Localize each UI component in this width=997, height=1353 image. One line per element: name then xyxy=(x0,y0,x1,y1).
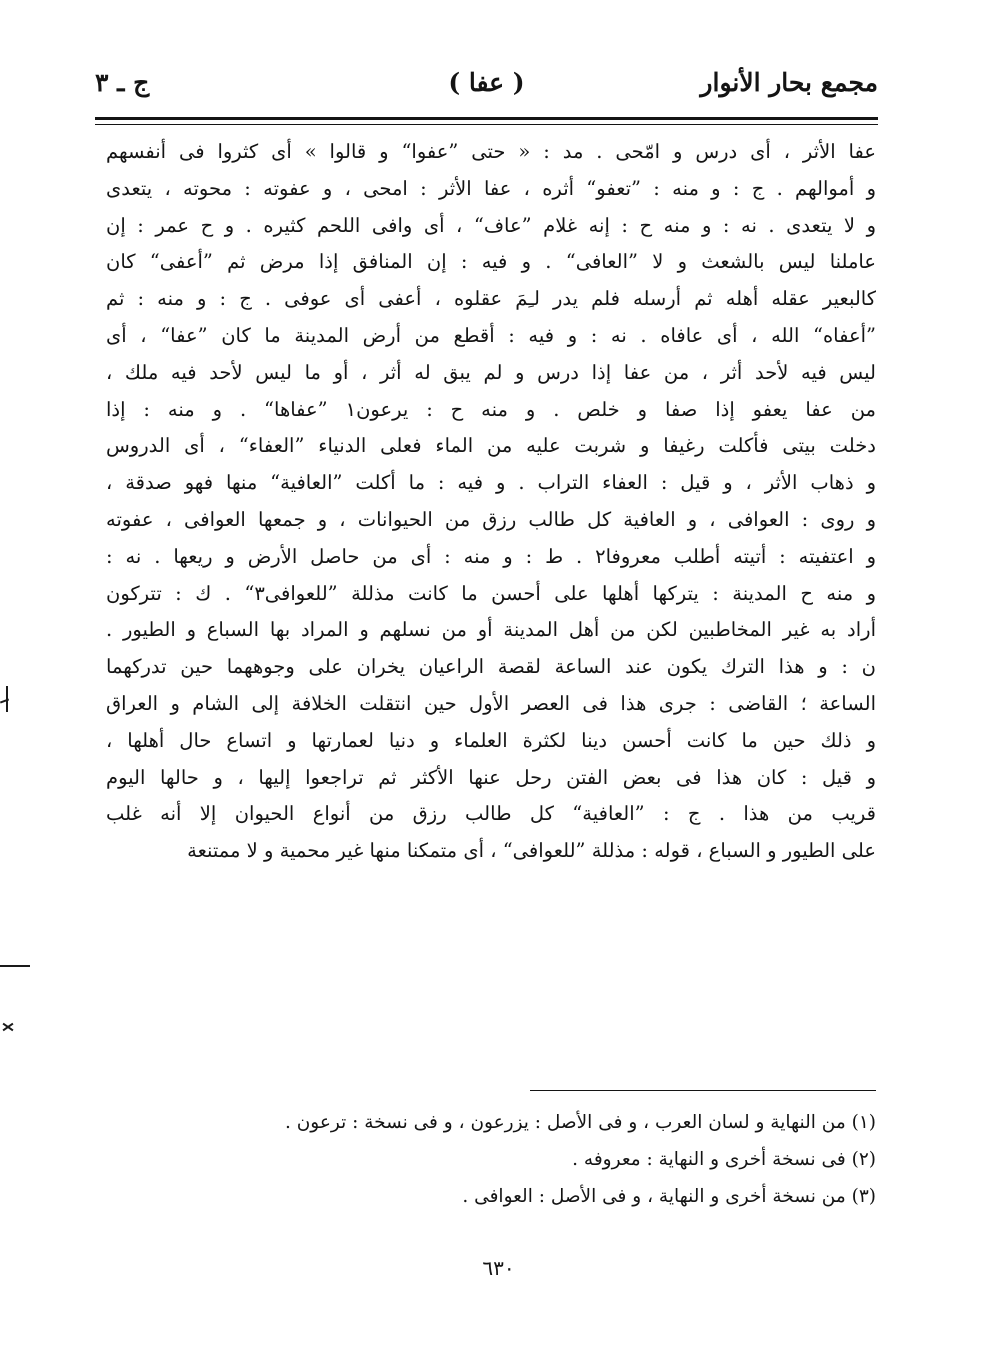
text-line: و روى : العوافى ، و العافية كل طالب رزق من الحيوانات ، و جمعها العوافى ، عفوته xyxy=(106,507,876,531)
footnote: (٣) من نسخة أخرى و النهاية ، و فى الأصل : العوافى . xyxy=(462,1186,876,1207)
text-line: ن : و هذا الترك يكون عند الساعة لقصة الراعيان يخران على وجوههما حين تدركهما xyxy=(106,655,876,679)
footnote: (١) من النهاية و لسان العرب ، و فى الأصل : يزرعون ، و فى نسخة : ترعون . xyxy=(284,1112,876,1133)
scan-mark xyxy=(0,965,30,967)
text-line: و أموالهم . ج : و منه : ”تعفو“ أثره ، عفا الأثر : امحى ، و عفوته : محوته ، يتعدى xyxy=(106,176,876,200)
text-line: و قيل : كان هذا فى بعض الفتن رحل عنها الأكثر ثم تراجعوا إليها ، و حالها اليوم xyxy=(106,765,876,789)
header-rule-thin xyxy=(95,124,878,125)
footnotes xyxy=(106,1104,876,1215)
scan-mark xyxy=(6,686,8,712)
text-line: ليس فيه لأحد أثر ، من عفا إذا درس و لم يبق له أثر ، أو ما ليس لأحد فيه ملك ، xyxy=(106,360,876,384)
book-title: مجمع بحار الأنوار xyxy=(700,68,878,97)
text-line: عفا الأثر ، أى درس و امّحى . مد : « حتى ”عفوا“ و قالوا » أى كثروا فى أنفسهم xyxy=(106,140,876,163)
running-header xyxy=(95,62,878,106)
text-line: و ذلك حين ما كانت أحسن دينا لكثرة العلماء و دنيا لعمارتها و اتساع حال أهلها ، xyxy=(106,728,876,752)
header-rule-thick xyxy=(95,117,878,120)
main-text xyxy=(106,134,876,870)
footnote-rule xyxy=(530,1090,876,1091)
page-number: ٦٣٠ xyxy=(482,1256,515,1280)
text-line: دخلت بيتى فأكلت رغيفا و شربت عليه من الماء فعلى الدنياء ”العفاء“ ، أى الدروس xyxy=(106,434,876,458)
text-line: عاملنا ليس بالشعث و لا ”العافى“ . و فيه : إن المنافق إذا مرض ثم ”أعفى“ كان xyxy=(106,250,876,274)
text-line: قريب من هذا . ج : ”العافية“ كل طالب رزق من أنواع الحيوان إلا أنه غلب xyxy=(106,802,876,826)
text-line: و منه ح المدينة : يتركها أهلها على أحسن ما كانت مذللة ”للعوافى٣“ . ك : تتركون xyxy=(106,581,876,605)
text-line: كالبعير عقله أهله ثم أرسله فلم يدر لـِمَ عقلوه ، أعفى أى عوفى . ج : و منه : ثم xyxy=(106,287,876,311)
text-line: و لا يتعدى . نه : و منه ح : إنه غلام ”عاف“ ، أى وافى اللحم كثيره . و ح عمر : إن xyxy=(106,213,876,237)
text-line: و اعتفيته : أتيته أطلب معروفا٢ . ط : و منه : أى من حاصل الأرض و ريعها . نه : xyxy=(106,544,876,568)
text-line: أراد به غير المخاطبين لكن من أهل المدينة أو من نسلهم و المراد بها السباع و الطيور . xyxy=(106,618,876,642)
text-line: الساعة ؛ القاضى : جرى هذا فى العصر الأول حين انتقلت الخلافة إلى الشام و العراق xyxy=(106,691,876,715)
text-line: على الطيور و السباع ، قوله : مذللة ”للعوافى“ ، أى متمكنا منها غير محمية و لا ممتنعة xyxy=(187,839,876,863)
entry-word: ( عفا ) xyxy=(448,68,525,97)
volume-number: ج ـ ٣ xyxy=(95,68,150,97)
text-line: من عفا يعفو إذا صفا و خلص . و منه ح : يرعون١ ”عفاها“ . و منه : إذا xyxy=(106,397,876,421)
footnote: (٢) فى نسخة أخرى و النهاية : معروفه . xyxy=(572,1149,876,1170)
text-line: ”أعفاه“ الله ، أى عافاه . نه : و فيه : أقطع من أرض المدينة ما كان ”عفا“ ، أى xyxy=(106,323,876,347)
text-line: و ذهاب الأثر ، و قيل : العفاء التراب . و فيه : ما أكلت ”العافية“ منها فهو صدقة ، xyxy=(106,471,876,495)
